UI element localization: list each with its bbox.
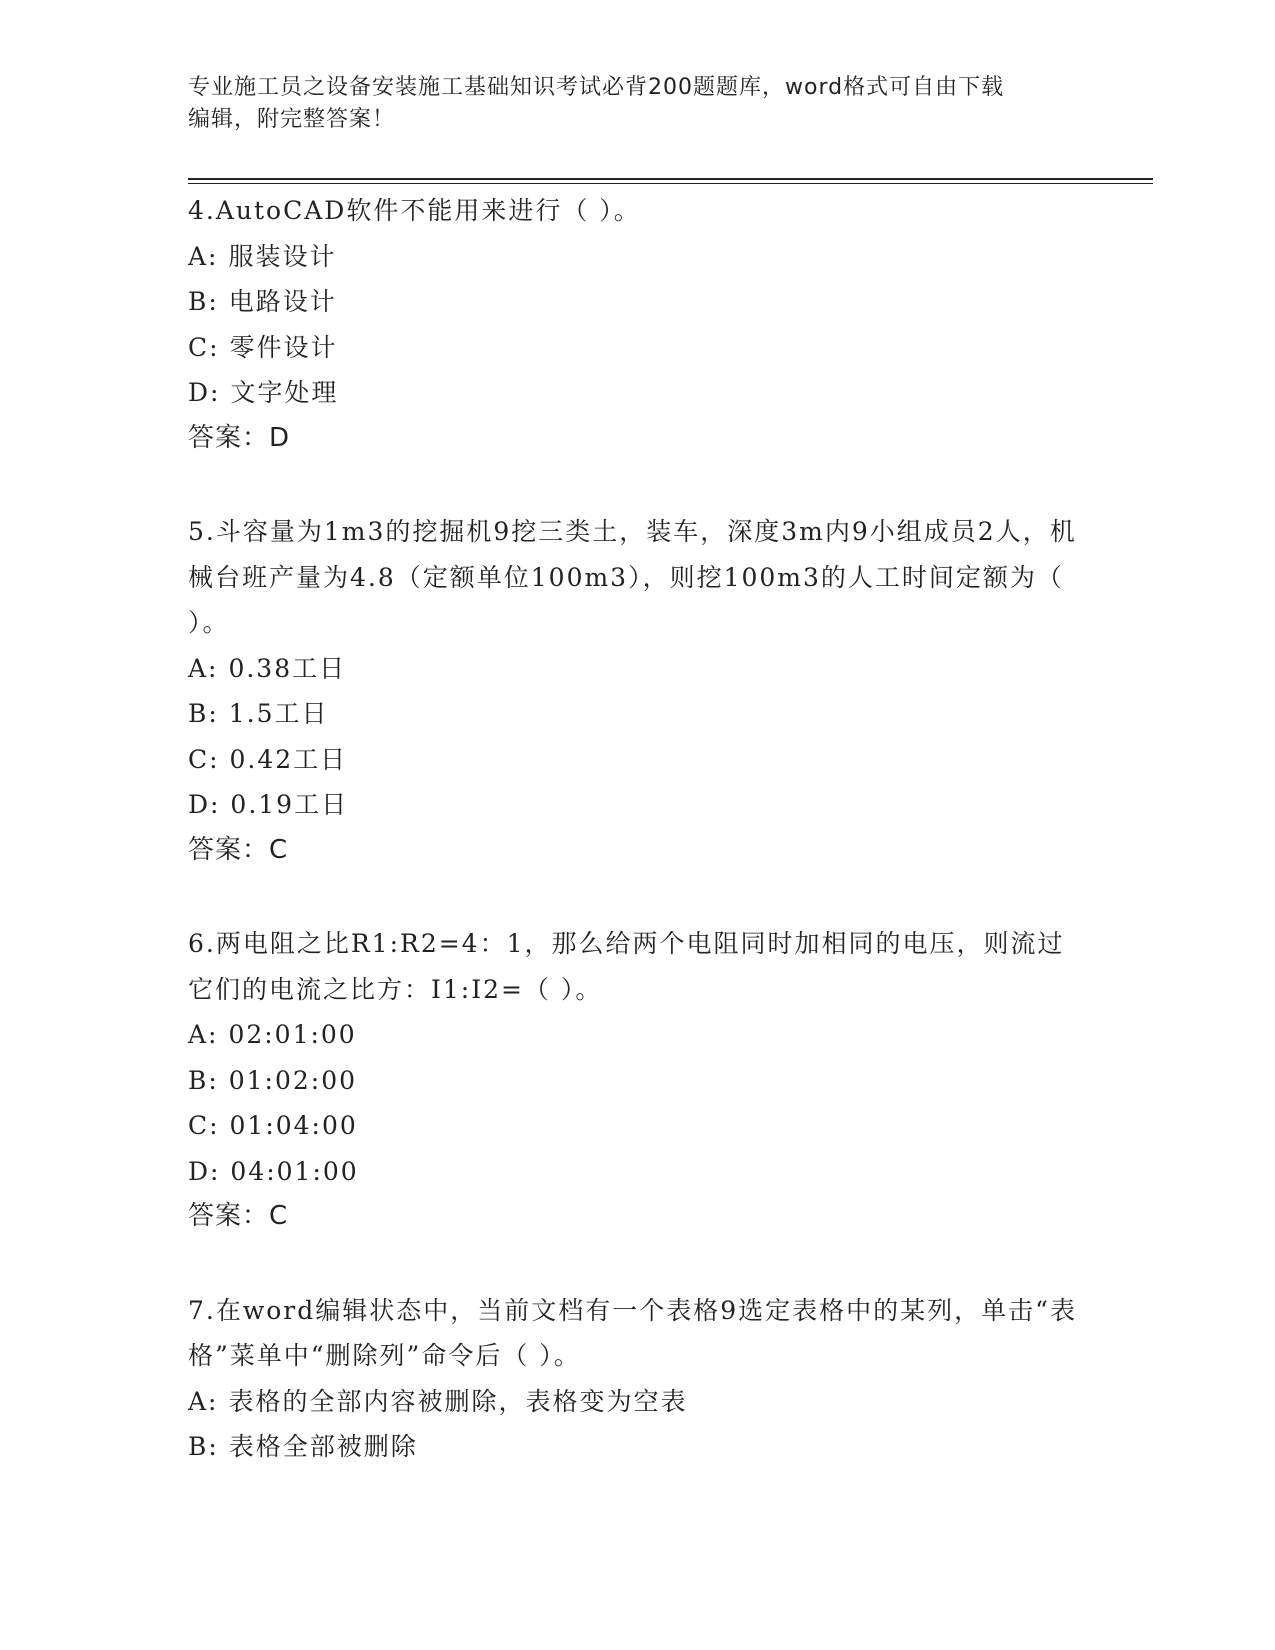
option-text: 零件设计 [229, 332, 338, 362]
option-b [188, 691, 1088, 737]
question-item [188, 921, 1088, 1240]
option-text: 0.19工日 [230, 790, 349, 819]
question-stem: 5.斗容量为1m3的挖掘机9挖三类土，装车，深度3m内9小组成员2人，机械台班产量为4.8（定额单位100m3），则挖100m3的人工时间定额为（ ）。 [188, 517, 1077, 637]
option-c [188, 1103, 1088, 1149]
option-b [188, 1424, 1088, 1470]
header-line-1: 专业施工员之设备安装施工基础知识考试必背200题题库，word格式可自由下载 [188, 75, 1005, 100]
option-b [188, 1058, 1088, 1104]
option-letter: B: [188, 287, 219, 316]
option-text: 04:01:00 [230, 1156, 359, 1186]
header-line-2: 编辑，附完整答案！ [188, 107, 396, 132]
option-letter: B: [188, 1065, 219, 1095]
option-text: 0.42工日 [229, 744, 348, 774]
header-divider-thin [188, 183, 1153, 184]
option-letter: C: [188, 744, 220, 774]
option-letter: A: [188, 1020, 219, 1049]
answer-line: 答案：C [188, 834, 289, 865]
option-letter: C: [188, 332, 220, 362]
question-item [188, 509, 1088, 873]
option-text: 服装设计 [228, 241, 337, 271]
option-a [188, 1012, 1088, 1058]
option-text: 02:01:00 [228, 1020, 357, 1049]
option-text: 1.5工日 [228, 699, 329, 728]
option-text: 表格全部被删除 [228, 1432, 418, 1461]
option-letter: A: [188, 653, 219, 683]
option-letter: D: [188, 1156, 221, 1186]
option-a [188, 234, 1088, 280]
option-letter: B: [188, 699, 219, 728]
option-text: 电路设计 [228, 287, 337, 316]
question-stem: 4.AutoCAD软件不能用来进行（ ）。 [188, 196, 641, 225]
question-list [188, 188, 1088, 1518]
option-c [188, 325, 1088, 371]
option-a [188, 646, 1088, 692]
option-d [188, 370, 1088, 416]
option-text: 01:02:00 [228, 1065, 358, 1095]
option-letter: A: [188, 241, 219, 271]
option-a [188, 1379, 1088, 1425]
option-letter: B: [188, 1432, 219, 1461]
answer-line: 答案：D [188, 422, 291, 453]
question-stem: 6.两电阻之比R1:R2=4：1，那么给两个电阻同时加相同的电压，则流过它们的电流之比方：I1:I2=（ ）。 [188, 929, 1065, 1004]
option-text: 表格的全部内容被删除，表格变为空表 [228, 1386, 688, 1416]
option-d [188, 782, 1088, 828]
question-item [188, 188, 1088, 461]
option-letter: D: [188, 790, 221, 819]
document-header [188, 72, 1088, 136]
option-letter: C: [188, 1111, 220, 1140]
option-b [188, 279, 1088, 325]
question-stem: 7.在word编辑状态中，当前文档有一个表格9选定表格中的某列，单击“表格”菜单中“删除列”命令后（ ）。 [188, 1295, 1077, 1370]
option-text: 0.38工日 [228, 653, 347, 683]
option-c [188, 737, 1088, 783]
option-letter: A: [188, 1386, 219, 1416]
option-text: 01:04:00 [229, 1111, 358, 1140]
answer-line: 答案：C [188, 1201, 289, 1231]
option-letter: D: [188, 378, 221, 407]
option-d [188, 1149, 1088, 1195]
option-text: 文字处理 [230, 378, 339, 407]
question-item [188, 1288, 1088, 1470]
header-divider-thick [188, 178, 1153, 180]
